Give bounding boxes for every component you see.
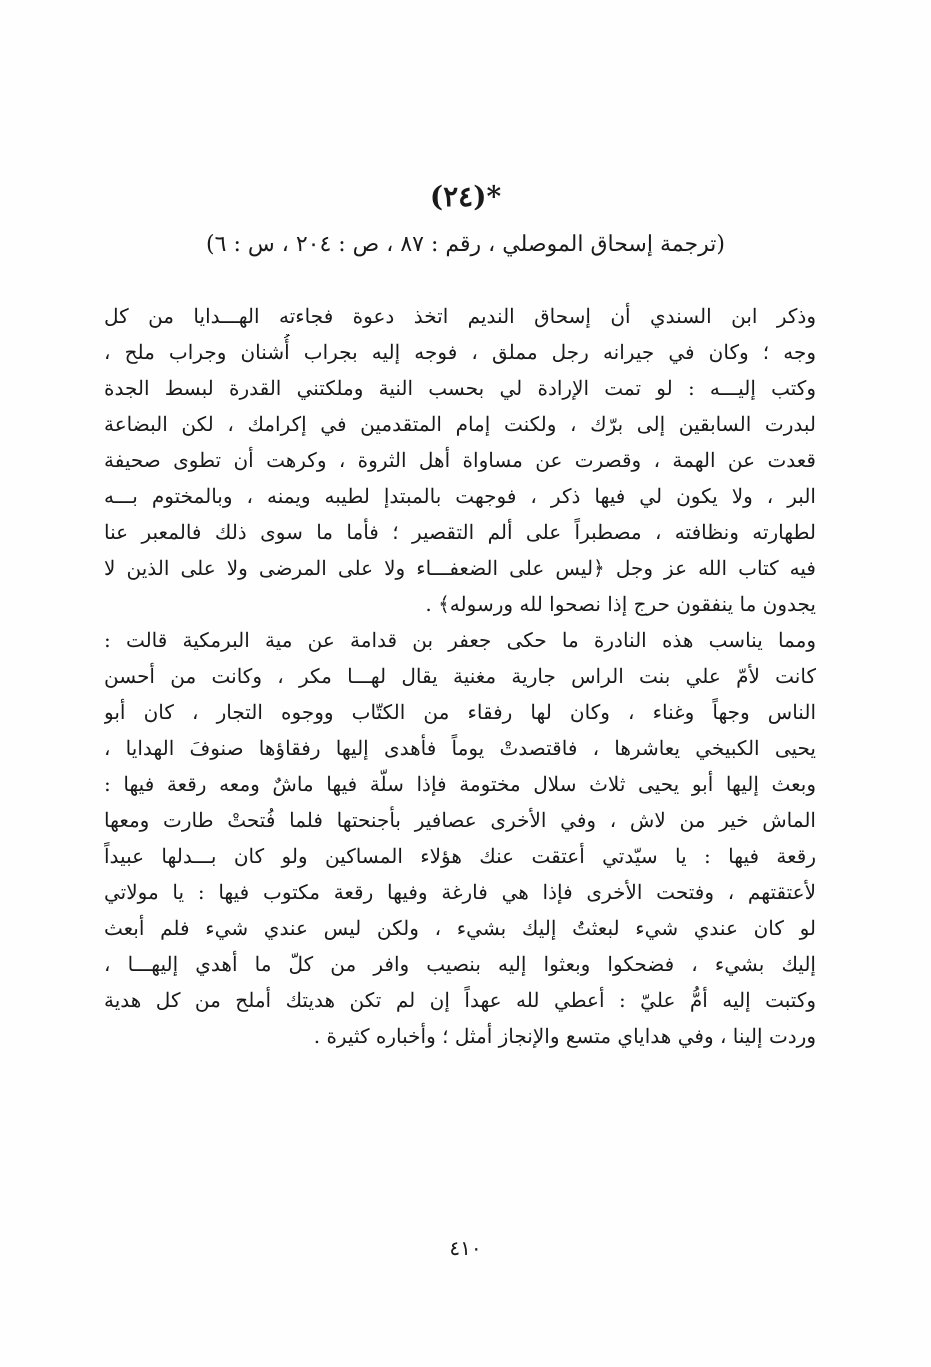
paragraph-2 bbox=[104, 622, 816, 1054]
text-line: قعدت عن الهمة ، وقصرت عن مساواة أهل الثروة ، وكرهت أن تطوى صحيفة bbox=[104, 448, 816, 472]
text-line: رقعة فيها : يا سيّدتي أعتقت عنك هؤلاء المساكين ولو كان بـــدلها عبيداً bbox=[104, 844, 816, 868]
text-line: إليك بشيء ، فضحكوا وبعثوا إليه بنصيب وافر من كلّ ما أهدي إليهـــا ، bbox=[104, 952, 816, 976]
text-line: يحيى الكبيخي يعاشرها ، فاقتصدتْ يوماً فأهدى إليها رفقاؤها صنوفَ الهدايا ، bbox=[104, 736, 816, 760]
page-number: ٤١٠ bbox=[449, 1236, 482, 1260]
text-line: البر ، ولا يكون لي فيها ذكر ، فوجهت بالمبتدإ لطيبه ويمنه ، وبالمختوم بـــه bbox=[104, 484, 816, 508]
text-line: فيه كتاب الله عز وجل ﴿ليس على الضعفـــاء ولا على المرضى ولا على الذين لا bbox=[104, 556, 816, 580]
text-line: وذكر ابن السندي أن إسحاق النديم اتخذ دعوة فجاءته الهـــدايا من كل bbox=[104, 304, 816, 328]
text-line: ومما يناسب هذه النادرة ما حكى جعفر بن قدامة عن مية البرمكية قالت : bbox=[104, 628, 816, 652]
text-line: وبعث إليها أبو يحيى ثلاث سلال مختومة فإذا سلّة فيها ماشٌ ومعه رقعة فيها : bbox=[104, 772, 816, 796]
text-line: يجدون ما ينفقون حرج إذا نصحوا لله ورسوله﴾ . bbox=[425, 592, 816, 616]
section-subtitle: (ترجمة إسحاق الموصلي ، رقم : ٨٧ ، ص : ٢٠٤ ، س : ٦) bbox=[206, 232, 725, 257]
paragraph-1 bbox=[104, 298, 816, 622]
body-text bbox=[104, 298, 816, 1054]
text-line: لأعتقتهم ، وفتحت الأخرى فإذا هي فارغة وفيها رقعة مكتوب فيها : يا مولاتي bbox=[104, 880, 816, 904]
text-line: وكتب إليـــه : لو تمت الإرادة لي بحسب النية وملكتني القدرة لبسط الجدة bbox=[104, 376, 816, 400]
text-line: لطهارته ونظافته ، مصطبراً على ألم التقصير ؛ فأما ما سوى ذلك فالمعبر عنا bbox=[104, 520, 816, 544]
text-line: وردت إلينا ، وفي هداياي متسع والإنجاز أمثل ؛ وأخباره كثيرة . bbox=[313, 1024, 816, 1048]
section-number: *(٢٤) bbox=[429, 180, 502, 213]
text-line: كانت لأمّ علي بنت الراس جارية مغنية يقال لهـــا مكر ، وكانت من أحسن bbox=[104, 664, 816, 688]
text-line: لو كان عندي شيء لبعثتُ إليك بشيء ، ولكن ليس عندي شيء فلم أبعث bbox=[104, 916, 816, 940]
text-line: الناس وجهاً وغناء ، وكان لها رفقاء من الكتّاب ووجوه التجار ، كان أبو bbox=[104, 700, 816, 724]
text-line: وكتبت إليه أمُّ عليّ : أعطي لله عهداً إن لم تكن هديتك أملح من كل هدية bbox=[104, 988, 816, 1012]
text-line: لبدرت السابقين إلى برّك ، ولكنت إمام المتقدمين في إكرامك ، لكن البضاعة bbox=[104, 412, 816, 436]
text-line: الماش خير من لاش ، وفي الأخرى عصافير بأجنحتها فلما فُتحتْ طارت ومعها bbox=[104, 808, 816, 832]
text-line: وجه ؛ وكان في جيرانه رجل مملق ، فوجه إليه بجراب أُشنان وجراب ملح ، bbox=[104, 340, 816, 364]
